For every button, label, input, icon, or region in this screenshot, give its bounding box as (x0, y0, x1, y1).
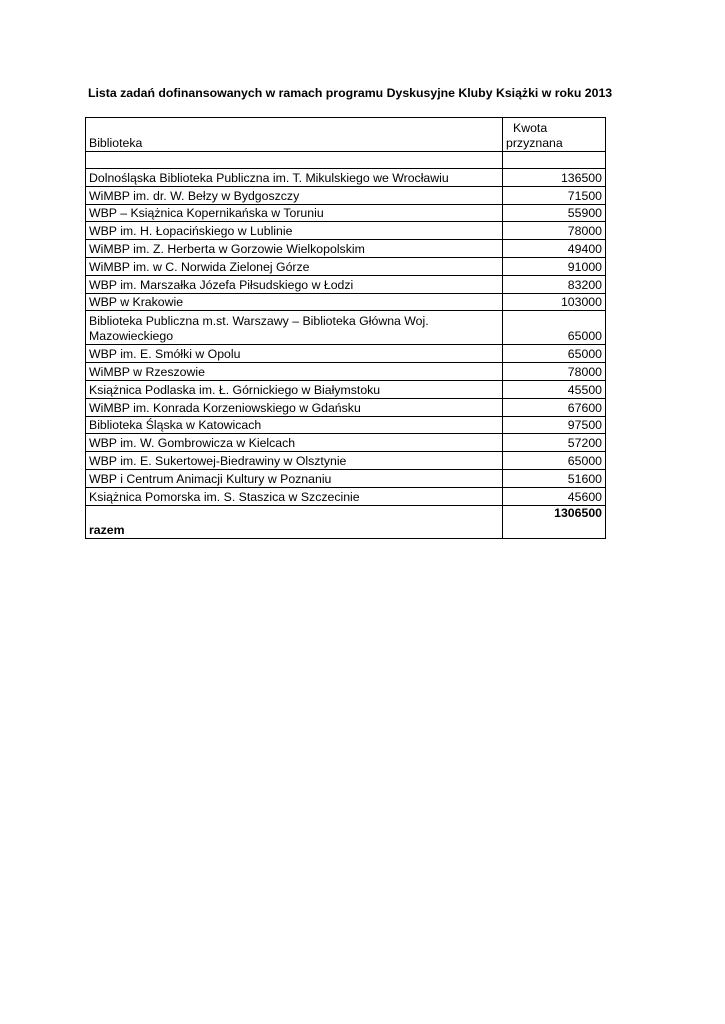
header-library: Biblioteka (86, 118, 503, 152)
amount-cell: 51600 (503, 469, 606, 487)
amount-cell: 97500 (503, 416, 606, 434)
table-row (86, 487, 606, 505)
table-header-row (86, 118, 606, 152)
library-name-cell: WBP im. H. Łopacińskiego w Lublinie (86, 222, 503, 240)
library-name-cell: WiMBP im. Z. Herberta w Gorzowie Wielkopolskim (86, 240, 503, 258)
blank-cell (86, 152, 503, 169)
library-name-cell: WiMBP im. w C. Norwida Zielonej Górze (86, 257, 503, 275)
table-row (86, 380, 606, 398)
table-row (86, 398, 606, 416)
table-row (86, 345, 606, 363)
table-row (86, 186, 606, 204)
amount-cell: 78000 (503, 222, 606, 240)
library-name-cell: WBP im. W. Gombrowicza w Kielcach (86, 434, 503, 452)
library-name-cell: WiMBP w Rzeszowie (86, 363, 503, 381)
grants-table (85, 117, 606, 539)
library-name-cell: WBP im. E. Sukertowej-Biedrawiny w Olsztynie (86, 452, 503, 470)
blank-row (86, 152, 606, 169)
amount-cell: 83200 (503, 275, 606, 293)
library-name-cell: WiMBP im. dr. W. Bełzy w Bydgoszczy (86, 186, 503, 204)
library-name-cell: WBP w Krakowie (86, 293, 503, 311)
table-row (86, 452, 606, 470)
amount-cell: 49400 (503, 240, 606, 258)
header-amount-line1: Kwota (513, 121, 548, 135)
amount-cell: 67600 (503, 398, 606, 416)
table-row (86, 434, 606, 452)
amount-cell: 78000 (503, 363, 606, 381)
total-amount: 1306500 (503, 505, 606, 538)
blank-cell (503, 152, 606, 169)
library-name-cell: Biblioteka Śląska w Katowicach (86, 416, 503, 434)
library-name-cell: WBP im. E. Smółki w Opolu (86, 345, 503, 363)
amount-cell: 65000 (503, 452, 606, 470)
amount-cell: 103000 (503, 293, 606, 311)
table-row (86, 311, 606, 345)
library-name-cell: Książnica Podlaska im. Ł. Górnickiego w Białymstoku (86, 380, 503, 398)
library-name-cell: WBP im. Marszałka Józefa Piłsudskiego w Łodzi (86, 275, 503, 293)
table-row (86, 169, 606, 187)
table-row (86, 257, 606, 275)
amount-cell: 45600 (503, 487, 606, 505)
amount-cell: 71500 (503, 186, 606, 204)
table-row (86, 416, 606, 434)
header-amount-line2: przyznana (506, 136, 563, 150)
amount-cell: 91000 (503, 257, 606, 275)
total-row (86, 505, 606, 538)
table-row (86, 222, 606, 240)
amount-cell: 45500 (503, 380, 606, 398)
document-title: Lista zadań dofinansowanych w ramach programu Dyskusyjne Kluby Książki w roku 2013 (88, 86, 613, 100)
table-row (86, 363, 606, 381)
library-name-cell: Książnica Pomorska im. S. Staszica w Szczecinie (86, 487, 503, 505)
table-row (86, 469, 606, 487)
library-name-cell: Biblioteka Publiczna m.st. Warszawy – Biblioteka Główna Woj. Mazowieckiego (86, 311, 503, 345)
library-name-cell: Dolnośląska Biblioteka Publiczna im. T. Mikulskiego we Wrocławiu (86, 169, 503, 187)
table-row (86, 275, 606, 293)
amount-cell: 65000 (503, 345, 606, 363)
amount-cell: 65000 (503, 311, 606, 345)
total-label: razem (86, 505, 503, 538)
amount-cell: 57200 (503, 434, 606, 452)
table-row (86, 293, 606, 311)
table-row (86, 204, 606, 222)
library-name-cell: WBP i Centrum Animacji Kultury w Poznaniu (86, 469, 503, 487)
table-row (86, 240, 606, 258)
library-name-cell: WBP – Książnica Kopernikańska w Toruniu (86, 204, 503, 222)
amount-cell: 136500 (503, 169, 606, 187)
library-name-cell: WiMBP im. Konrada Korzeniowskiego w Gdańsku (86, 398, 503, 416)
amount-cell: 55900 (503, 204, 606, 222)
header-amount (503, 118, 606, 152)
